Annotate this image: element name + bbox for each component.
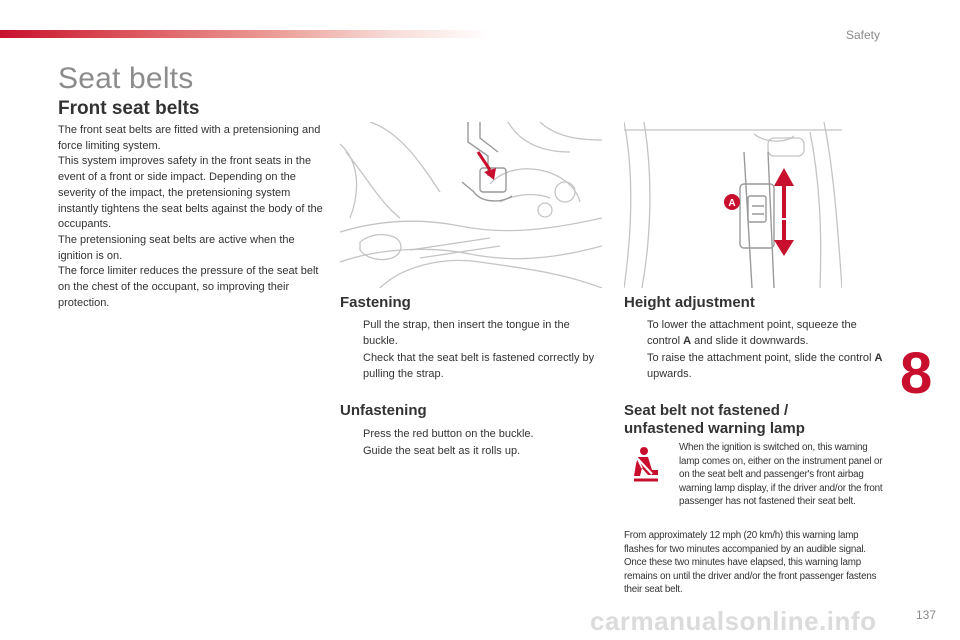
fastening-heading: Fastening: [340, 294, 411, 311]
control-a-label: A: [728, 198, 736, 209]
intro-paragraph: The front seat belts are fitted with a pretensioning and force limiting system.: [58, 124, 321, 152]
height-adjustment-list: [624, 317, 890, 383]
warning-lamp-text: When the ignition is switched on, this warning lamp comes on, either on the instrument panel or on the seat belt and passenger's front airbag warning lamp display, if the driver and/or the front passenger has not fastened their seat belt.: [679, 442, 883, 508]
seat-belt-warning-icon: [628, 446, 664, 484]
warning-lamp-flashing-text: From approximately 12 mph (20 km/h) this warning lamp flashes for two minutes accompanied by an audible signal. Once these two minutes have elapsed, this warning lamp remains on until the driver and/or the front passenger fastens their seat belt.: [624, 530, 877, 596]
height-adjuster-illustration: [624, 122, 842, 288]
list-item: To raise the attachment point, slide the control A upwards.: [647, 352, 883, 380]
control-a-marker: [724, 194, 740, 210]
intro-paragraph: The force limiter reduces the pressure of the seat belt on the chest of the occupant, so improving their protection.: [58, 265, 319, 309]
fastening-list: [340, 317, 602, 383]
list-item: To lower the attachment point, squeeze the control A and slide it downwards.: [647, 319, 857, 347]
buckle-illustration: [340, 122, 602, 288]
front-seat-belts-heading: Front seat belts: [58, 98, 200, 119]
chapter-number: 8: [900, 341, 933, 406]
list-item: Guide the seat belt as it rolls up.: [363, 445, 521, 457]
section-label: Safety: [846, 28, 881, 42]
header-accent-bar: [0, 30, 490, 38]
watermark: carmanualsonline.info: [590, 606, 877, 636]
intro-paragraph: The pretensioning seat belts are active when the ignition is on.: [58, 233, 295, 262]
intro-text: [58, 123, 328, 311]
list-item: Check that the seat belt is fastened correctly by pulling the strap.: [363, 352, 595, 380]
page-title: Seat belts: [58, 62, 194, 95]
list-item: Pull the strap, then insert the tongue in the buckle.: [363, 319, 570, 347]
height-adjustment-heading: Height adjustment: [624, 294, 755, 311]
unfastening-list: [340, 426, 602, 460]
unfastening-heading: Unfastening: [340, 402, 427, 419]
intro-paragraph: This system improves safety in the front seats in the event of a front or side impact. Depending on the severity of the impact, the pretensioning system instantly tightens the seat belts against the body of the occupants.: [58, 155, 323, 231]
warning-lamp-heading: Seat belt not fastened / unfastened warning lamp: [624, 402, 805, 437]
page-number: 137: [916, 608, 937, 622]
list-item: Press the red button on the buckle.: [363, 428, 534, 440]
